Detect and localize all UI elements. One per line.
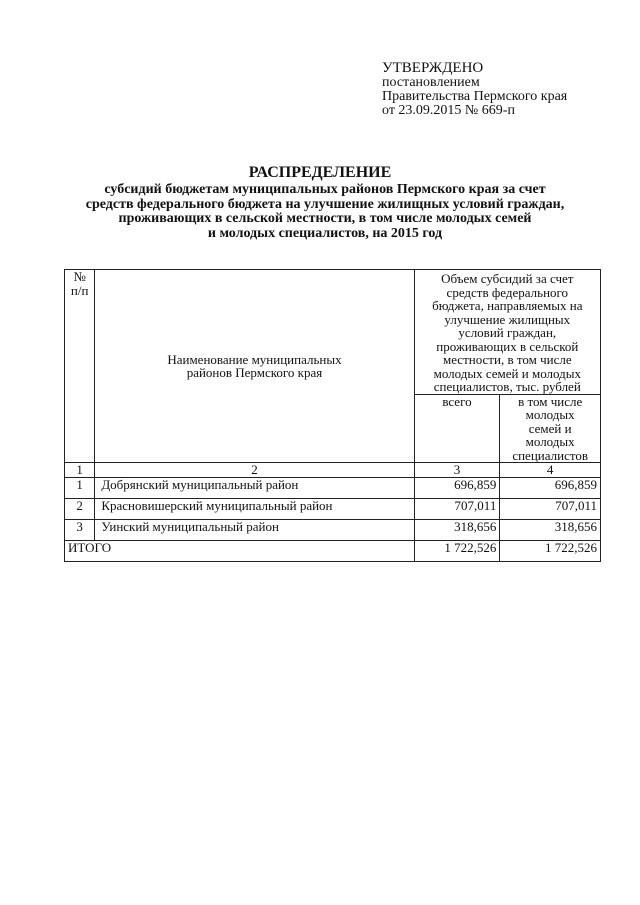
approval-title: УТВЕРЖДЕНО	[382, 60, 484, 76]
row-num: 1	[65, 477, 95, 498]
approval-stamp	[382, 60, 567, 118]
header-total: всего	[414, 394, 500, 463]
row-num: 2	[65, 498, 95, 519]
table-row	[65, 519, 601, 540]
row-name: Добрянский муниципальный район	[95, 477, 414, 498]
total-row	[65, 540, 601, 561]
subtitle-line: средств федерального бюджета на улучшение жилищных условий граждан,	[85, 196, 565, 212]
approval-date: от 23.09.2015 № 669-п	[382, 103, 515, 118]
document-title: РАСПРЕДЕЛЕНИЕ	[248, 164, 392, 181]
row-num: 3	[65, 519, 95, 540]
table-row	[65, 477, 601, 498]
row-total: 696,859	[414, 477, 500, 498]
subtitle-line: субсидий бюджетам муниципальных районов Пермского края за счет	[104, 182, 546, 197]
col-number: 4	[500, 463, 601, 478]
total-incl: 1 722,526	[500, 540, 601, 561]
distribution-table	[64, 269, 601, 562]
row-incl: 696,859	[500, 477, 601, 498]
row-incl: 707,011	[500, 498, 601, 519]
header-name: Наименование муниципальных районов Пермского края	[95, 270, 414, 463]
header-row	[65, 270, 601, 395]
subtitle-line: и молодых специалистов, на 2015 год	[207, 225, 443, 241]
table-row	[65, 498, 601, 519]
total-label: ИТОГО	[65, 540, 415, 561]
header-num: № п/п	[65, 270, 95, 463]
row-total: 707,011	[414, 498, 500, 519]
approval-line: Правительства Пермского края	[382, 89, 568, 104]
approval-line: постановлением	[382, 75, 480, 90]
col-number: 3	[414, 463, 500, 478]
col-number: 1	[65, 463, 95, 478]
col-number: 2	[95, 463, 414, 478]
row-name: Уинский муниципальный район	[95, 519, 414, 540]
header-volume: Объем субсидий за счет средств федерального бюджета, направляемых на улучшение жилищных условий граждан, проживающих в сельской местности, в том числе молодых семей и молодых специалистов, тыс. рублей	[414, 270, 600, 395]
row-total: 318,656	[414, 519, 500, 540]
header-incl: в том числе молодых семей и молодых специалистов	[500, 394, 601, 463]
document-subtitle	[60, 183, 590, 241]
column-number-row	[65, 463, 601, 478]
total-sum: 1 722,526	[414, 540, 500, 561]
row-incl: 318,656	[500, 519, 601, 540]
subtitle-line: проживающих в сельской местности, в том числе молодых семей	[118, 211, 532, 226]
row-name: Красновишерский муниципальный район	[95, 498, 414, 519]
